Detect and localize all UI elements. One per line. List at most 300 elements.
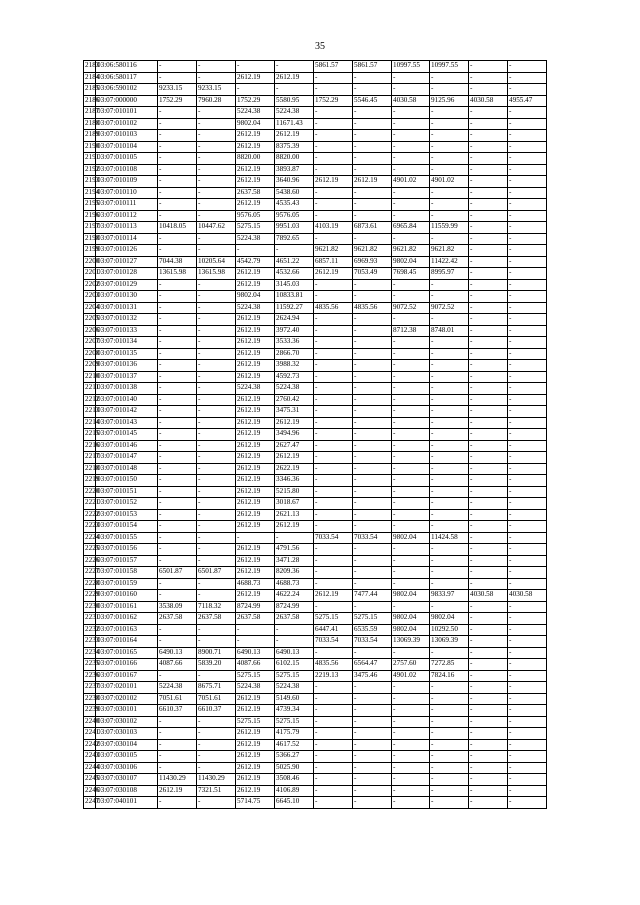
- value-cell: -: [197, 279, 236, 291]
- code-cell: 03:06:580116: [96, 61, 158, 73]
- value-cell: 7053.49: [353, 268, 392, 280]
- value-cell: 2624.94: [275, 314, 314, 326]
- value-cell: 5275.15: [275, 670, 314, 682]
- value-cell: -: [314, 555, 353, 567]
- row-index-cell: 2214: [84, 417, 96, 429]
- value-cell: 7033.54: [314, 532, 353, 544]
- row-index-cell: 2247: [84, 797, 96, 809]
- value-cell: -: [158, 728, 197, 740]
- row-index-cell: 2209: [84, 360, 96, 372]
- value-cell: 2612.19: [236, 440, 275, 452]
- value-cell: 6490.13: [158, 647, 197, 659]
- value-cell: -: [353, 429, 392, 441]
- row-index-cell: 2206: [84, 325, 96, 337]
- value-cell: -: [392, 647, 430, 659]
- value-cell: 3494.96: [275, 429, 314, 441]
- value-cell: 2637.58: [158, 613, 197, 625]
- table-row: [84, 429, 547, 441]
- value-cell: -: [314, 72, 353, 84]
- value-cell: 2612.19: [314, 268, 353, 280]
- value-cell: -: [353, 417, 392, 429]
- value-cell: -: [158, 118, 197, 130]
- table-row: [84, 475, 547, 487]
- value-cell: 2612.19: [275, 417, 314, 429]
- value-cell: -: [508, 383, 547, 395]
- value-cell: -: [353, 187, 392, 199]
- value-cell: 13615.98: [158, 268, 197, 280]
- row-index-cell: 2246: [84, 785, 96, 797]
- value-cell: -: [392, 210, 430, 222]
- table-row: [84, 187, 547, 199]
- row-index-cell: 2225: [84, 544, 96, 556]
- row-index-cell: 2195: [84, 199, 96, 211]
- row-index-cell: 2234: [84, 647, 96, 659]
- value-cell: 7033.54: [353, 636, 392, 648]
- value-cell: -: [353, 774, 392, 786]
- value-cell: 4535.43: [275, 199, 314, 211]
- code-cell: 03:07:010113: [96, 222, 158, 234]
- value-cell: -: [508, 176, 547, 188]
- value-cell: -: [353, 210, 392, 222]
- value-cell: -: [430, 452, 469, 464]
- value-cell: 9233.15: [197, 84, 236, 96]
- value-cell: -: [392, 716, 430, 728]
- value-cell: 2612.19: [314, 590, 353, 602]
- value-cell: -: [469, 440, 508, 452]
- value-cell: -: [392, 774, 430, 786]
- value-cell: 8724.99: [275, 601, 314, 613]
- value-cell: 1752.29: [158, 95, 197, 107]
- page-number: 35: [315, 41, 325, 52]
- value-cell: -: [508, 233, 547, 245]
- value-cell: 10833.81: [275, 291, 314, 303]
- table-row: [84, 716, 547, 728]
- value-cell: -: [469, 130, 508, 142]
- value-cell: -: [508, 774, 547, 786]
- value-cell: -: [158, 187, 197, 199]
- value-cell: -: [314, 153, 353, 165]
- value-cell: -: [353, 785, 392, 797]
- value-cell: -: [430, 555, 469, 567]
- value-cell: -: [353, 337, 392, 349]
- row-index-cell: 2242: [84, 739, 96, 751]
- value-cell: -: [314, 716, 353, 728]
- value-cell: -: [508, 153, 547, 165]
- value-cell: 8375.39: [275, 141, 314, 153]
- value-cell: 13069.39: [430, 636, 469, 648]
- value-cell: -: [392, 348, 430, 360]
- value-cell: -: [275, 245, 314, 257]
- value-cell: -: [430, 84, 469, 96]
- value-cell: -: [392, 233, 430, 245]
- row-index-cell: 2238: [84, 693, 96, 705]
- value-cell: 9621.82: [392, 245, 430, 257]
- value-cell: 5224.38: [236, 383, 275, 395]
- value-cell: 2612.19: [236, 72, 275, 84]
- table-row: [84, 130, 547, 142]
- value-cell: 3538.09: [158, 601, 197, 613]
- value-cell: 2612.19: [236, 509, 275, 521]
- value-cell: -: [392, 406, 430, 418]
- value-cell: 11559.99: [430, 222, 469, 234]
- value-cell: 9621.82: [314, 245, 353, 257]
- value-cell: 3972.40: [275, 325, 314, 337]
- table-row: [84, 394, 547, 406]
- value-cell: 2612.19: [236, 498, 275, 510]
- value-cell: -: [197, 233, 236, 245]
- code-cell: 03:07:010110: [96, 187, 158, 199]
- table-row: [84, 463, 547, 475]
- value-cell: -: [508, 440, 547, 452]
- value-cell: 10205.64: [197, 256, 236, 268]
- value-cell: -: [430, 360, 469, 372]
- table-row: [84, 567, 547, 579]
- value-cell: 5714.75: [236, 797, 275, 809]
- value-cell: -: [508, 498, 547, 510]
- value-cell: -: [197, 475, 236, 487]
- value-cell: -: [469, 636, 508, 648]
- value-cell: -: [469, 739, 508, 751]
- value-cell: -: [508, 118, 547, 130]
- value-cell: 4622.24: [275, 590, 314, 602]
- value-cell: -: [158, 429, 197, 441]
- value-cell: 10997.55: [392, 61, 430, 73]
- value-cell: -: [469, 176, 508, 188]
- value-cell: -: [197, 141, 236, 153]
- value-cell: -: [353, 153, 392, 165]
- value-cell: -: [508, 141, 547, 153]
- value-cell: -: [469, 567, 508, 579]
- value-cell: 5224.38: [275, 107, 314, 119]
- code-cell: 03:07:010150: [96, 475, 158, 487]
- value-cell: 4651.22: [275, 256, 314, 268]
- value-cell: -: [392, 84, 430, 96]
- value-cell: 3471.28: [275, 555, 314, 567]
- value-cell: 10418.05: [158, 222, 197, 234]
- table-row: [84, 107, 547, 119]
- row-index-cell: 2215: [84, 429, 96, 441]
- value-cell: 2622.19: [275, 463, 314, 475]
- value-cell: 10447.62: [197, 222, 236, 234]
- value-cell: -: [197, 325, 236, 337]
- value-cell: -: [197, 624, 236, 636]
- value-cell: -: [430, 371, 469, 383]
- code-cell: 03:07:010105: [96, 153, 158, 165]
- value-cell: -: [430, 164, 469, 176]
- value-cell: -: [197, 486, 236, 498]
- value-cell: -: [158, 383, 197, 395]
- value-cell: -: [508, 785, 547, 797]
- value-cell: -: [158, 475, 197, 487]
- table-row: [84, 682, 547, 694]
- value-cell: -: [158, 670, 197, 682]
- code-cell: 03:07:010138: [96, 383, 158, 395]
- value-cell: -: [469, 199, 508, 211]
- value-cell: -: [158, 498, 197, 510]
- value-cell: -: [469, 222, 508, 234]
- value-cell: -: [469, 429, 508, 441]
- value-cell: 3988.32: [275, 360, 314, 372]
- value-cell: 3508.46: [275, 774, 314, 786]
- row-index-cell: 2198: [84, 233, 96, 245]
- value-cell: -: [197, 394, 236, 406]
- value-cell: -: [392, 130, 430, 142]
- code-cell: 03:07:030107: [96, 774, 158, 786]
- value-cell: -: [353, 739, 392, 751]
- value-cell: -: [392, 475, 430, 487]
- value-cell: -: [392, 797, 430, 809]
- value-cell: -: [508, 555, 547, 567]
- value-cell: -: [392, 187, 430, 199]
- value-cell: -: [353, 360, 392, 372]
- value-cell: -: [197, 509, 236, 521]
- code-cell: 03:07:030104: [96, 739, 158, 751]
- value-cell: -: [392, 486, 430, 498]
- row-index-cell: 2210: [84, 371, 96, 383]
- code-cell: 03:07:010126: [96, 245, 158, 257]
- value-cell: -: [508, 659, 547, 671]
- value-cell: 9576.05: [236, 210, 275, 222]
- value-cell: -: [392, 371, 430, 383]
- value-cell: -: [158, 762, 197, 774]
- value-cell: -: [392, 739, 430, 751]
- value-cell: -: [353, 199, 392, 211]
- value-cell: -: [158, 199, 197, 211]
- value-cell: -: [314, 360, 353, 372]
- value-cell: -: [197, 130, 236, 142]
- value-cell: 2612.19: [236, 417, 275, 429]
- value-cell: -: [353, 291, 392, 303]
- code-cell: 03:07:010140: [96, 394, 158, 406]
- value-cell: 9621.82: [430, 245, 469, 257]
- value-cell: 9072.52: [392, 302, 430, 314]
- value-cell: 4175.79: [275, 728, 314, 740]
- row-index-cell: 2188: [84, 118, 96, 130]
- row-index-cell: 2241: [84, 728, 96, 740]
- value-cell: -: [197, 61, 236, 73]
- value-cell: 2612.19: [275, 72, 314, 84]
- value-cell: 7118.32: [197, 601, 236, 613]
- value-cell: -: [469, 670, 508, 682]
- value-cell: -: [353, 141, 392, 153]
- value-cell: -: [469, 268, 508, 280]
- value-cell: -: [430, 751, 469, 763]
- value-cell: 2612.19: [236, 774, 275, 786]
- row-index-cell: 2232: [84, 624, 96, 636]
- value-cell: -: [508, 682, 547, 694]
- value-cell: -: [314, 141, 353, 153]
- value-cell: 2612.19: [236, 406, 275, 418]
- value-cell: -: [469, 141, 508, 153]
- row-index-cell: 2219: [84, 475, 96, 487]
- table-row: [84, 785, 547, 797]
- code-cell: 03:07:010163: [96, 624, 158, 636]
- value-cell: -: [469, 682, 508, 694]
- value-cell: -: [508, 245, 547, 257]
- value-cell: 2612.19: [353, 176, 392, 188]
- value-cell: -: [430, 475, 469, 487]
- table-row: [84, 601, 547, 613]
- value-cell: 3475.46: [353, 670, 392, 682]
- value-cell: -: [508, 429, 547, 441]
- table-row: [84, 371, 547, 383]
- value-cell: -: [430, 130, 469, 142]
- table-row: [84, 256, 547, 268]
- row-index-cell: 2197: [84, 222, 96, 234]
- value-cell: 4688.73: [275, 578, 314, 590]
- value-cell: 2612.19: [236, 371, 275, 383]
- value-cell: -: [158, 130, 197, 142]
- code-cell: 03:07:020102: [96, 693, 158, 705]
- code-cell: 03:07:030106: [96, 762, 158, 774]
- code-cell: 03:07:010164: [96, 636, 158, 648]
- table-row: [84, 762, 547, 774]
- value-cell: -: [314, 210, 353, 222]
- value-cell: -: [430, 797, 469, 809]
- value-cell: -: [197, 429, 236, 441]
- value-cell: 2612.19: [236, 348, 275, 360]
- value-cell: -: [197, 164, 236, 176]
- value-cell: 6873.61: [353, 222, 392, 234]
- value-cell: 2612.19: [236, 394, 275, 406]
- value-cell: -: [353, 762, 392, 774]
- data-table: [83, 60, 547, 809]
- value-cell: -: [469, 417, 508, 429]
- value-cell: -: [508, 291, 547, 303]
- value-cell: 5275.15: [314, 613, 353, 625]
- code-cell: 03:07:010147: [96, 452, 158, 464]
- value-cell: -: [430, 578, 469, 590]
- value-cell: -: [236, 84, 275, 96]
- value-cell: 5366.27: [275, 751, 314, 763]
- table-row: [84, 532, 547, 544]
- value-cell: -: [158, 164, 197, 176]
- row-index-cell: 2211: [84, 383, 96, 395]
- value-cell: -: [158, 417, 197, 429]
- value-cell: -: [353, 72, 392, 84]
- value-cell: -: [158, 360, 197, 372]
- value-cell: -: [314, 774, 353, 786]
- value-cell: -: [469, 84, 508, 96]
- value-cell: 2612.19: [236, 785, 275, 797]
- value-cell: 2612.19: [236, 141, 275, 153]
- code-cell: 03:07:030101: [96, 705, 158, 717]
- code-cell: 03:07:010129: [96, 279, 158, 291]
- value-cell: -: [430, 739, 469, 751]
- value-cell: 11422.42: [430, 256, 469, 268]
- table-row: [84, 751, 547, 763]
- code-cell: 03:07:010158: [96, 567, 158, 579]
- value-cell: -: [508, 314, 547, 326]
- code-cell: 03:07:010157: [96, 555, 158, 567]
- value-cell: -: [314, 682, 353, 694]
- table-body: [84, 61, 547, 809]
- value-cell: -: [392, 544, 430, 556]
- value-cell: -: [158, 291, 197, 303]
- value-cell: -: [392, 360, 430, 372]
- value-cell: 2612.19: [236, 486, 275, 498]
- value-cell: 2612.19: [236, 325, 275, 337]
- code-cell: 03:07:010156: [96, 544, 158, 556]
- value-cell: 9802.04: [430, 613, 469, 625]
- value-cell: -: [197, 590, 236, 602]
- value-cell: 5438.60: [275, 187, 314, 199]
- value-cell: -: [469, 371, 508, 383]
- value-cell: -: [353, 601, 392, 613]
- value-cell: -: [508, 486, 547, 498]
- table-row: [84, 279, 547, 291]
- code-cell: 03:07:010131: [96, 302, 158, 314]
- value-cell: 2612.19: [236, 452, 275, 464]
- value-cell: -: [508, 567, 547, 579]
- value-cell: 6969.93: [353, 256, 392, 268]
- value-cell: -: [314, 728, 353, 740]
- value-cell: -: [197, 555, 236, 567]
- value-cell: -: [508, 187, 547, 199]
- value-cell: 6857.11: [314, 256, 353, 268]
- value-cell: -: [197, 636, 236, 648]
- value-cell: -: [508, 647, 547, 659]
- value-cell: -: [469, 210, 508, 222]
- value-cell: 9802.04: [236, 118, 275, 130]
- value-cell: -: [469, 256, 508, 268]
- value-cell: -: [314, 429, 353, 441]
- value-cell: -: [236, 532, 275, 544]
- value-cell: 2612.19: [275, 452, 314, 464]
- value-cell: -: [197, 153, 236, 165]
- value-cell: -: [508, 705, 547, 717]
- table-row: [84, 314, 547, 326]
- value-cell: -: [197, 797, 236, 809]
- value-cell: -: [158, 394, 197, 406]
- value-cell: -: [392, 107, 430, 119]
- value-cell: 9621.82: [353, 245, 392, 257]
- value-cell: -: [508, 739, 547, 751]
- value-cell: -: [197, 348, 236, 360]
- value-cell: 2219.13: [314, 670, 353, 682]
- value-cell: -: [508, 72, 547, 84]
- value-cell: -: [158, 636, 197, 648]
- value-cell: -: [508, 164, 547, 176]
- value-cell: -: [314, 475, 353, 487]
- table-row: [84, 486, 547, 498]
- table-row: [84, 337, 547, 349]
- value-cell: 4739.34: [275, 705, 314, 717]
- value-cell: 2627.47: [275, 440, 314, 452]
- value-cell: 2612.19: [314, 176, 353, 188]
- row-index-cell: 2233: [84, 636, 96, 648]
- code-cell: 03:07:010137: [96, 371, 158, 383]
- value-cell: -: [392, 705, 430, 717]
- value-cell: 13615.98: [197, 268, 236, 280]
- value-cell: -: [392, 555, 430, 567]
- code-cell: 03:07:010135: [96, 348, 158, 360]
- code-cell: 03:07:010127: [96, 256, 158, 268]
- table-row: [84, 647, 547, 659]
- value-cell: -: [430, 417, 469, 429]
- value-cell: -: [158, 590, 197, 602]
- value-cell: -: [508, 348, 547, 360]
- value-cell: -: [158, 555, 197, 567]
- code-cell: 03:07:030105: [96, 751, 158, 763]
- value-cell: -: [469, 532, 508, 544]
- value-cell: -: [314, 797, 353, 809]
- value-cell: -: [430, 429, 469, 441]
- value-cell: 5224.38: [275, 383, 314, 395]
- value-cell: -: [158, 486, 197, 498]
- value-cell: -: [314, 567, 353, 579]
- value-cell: 8724.99: [236, 601, 275, 613]
